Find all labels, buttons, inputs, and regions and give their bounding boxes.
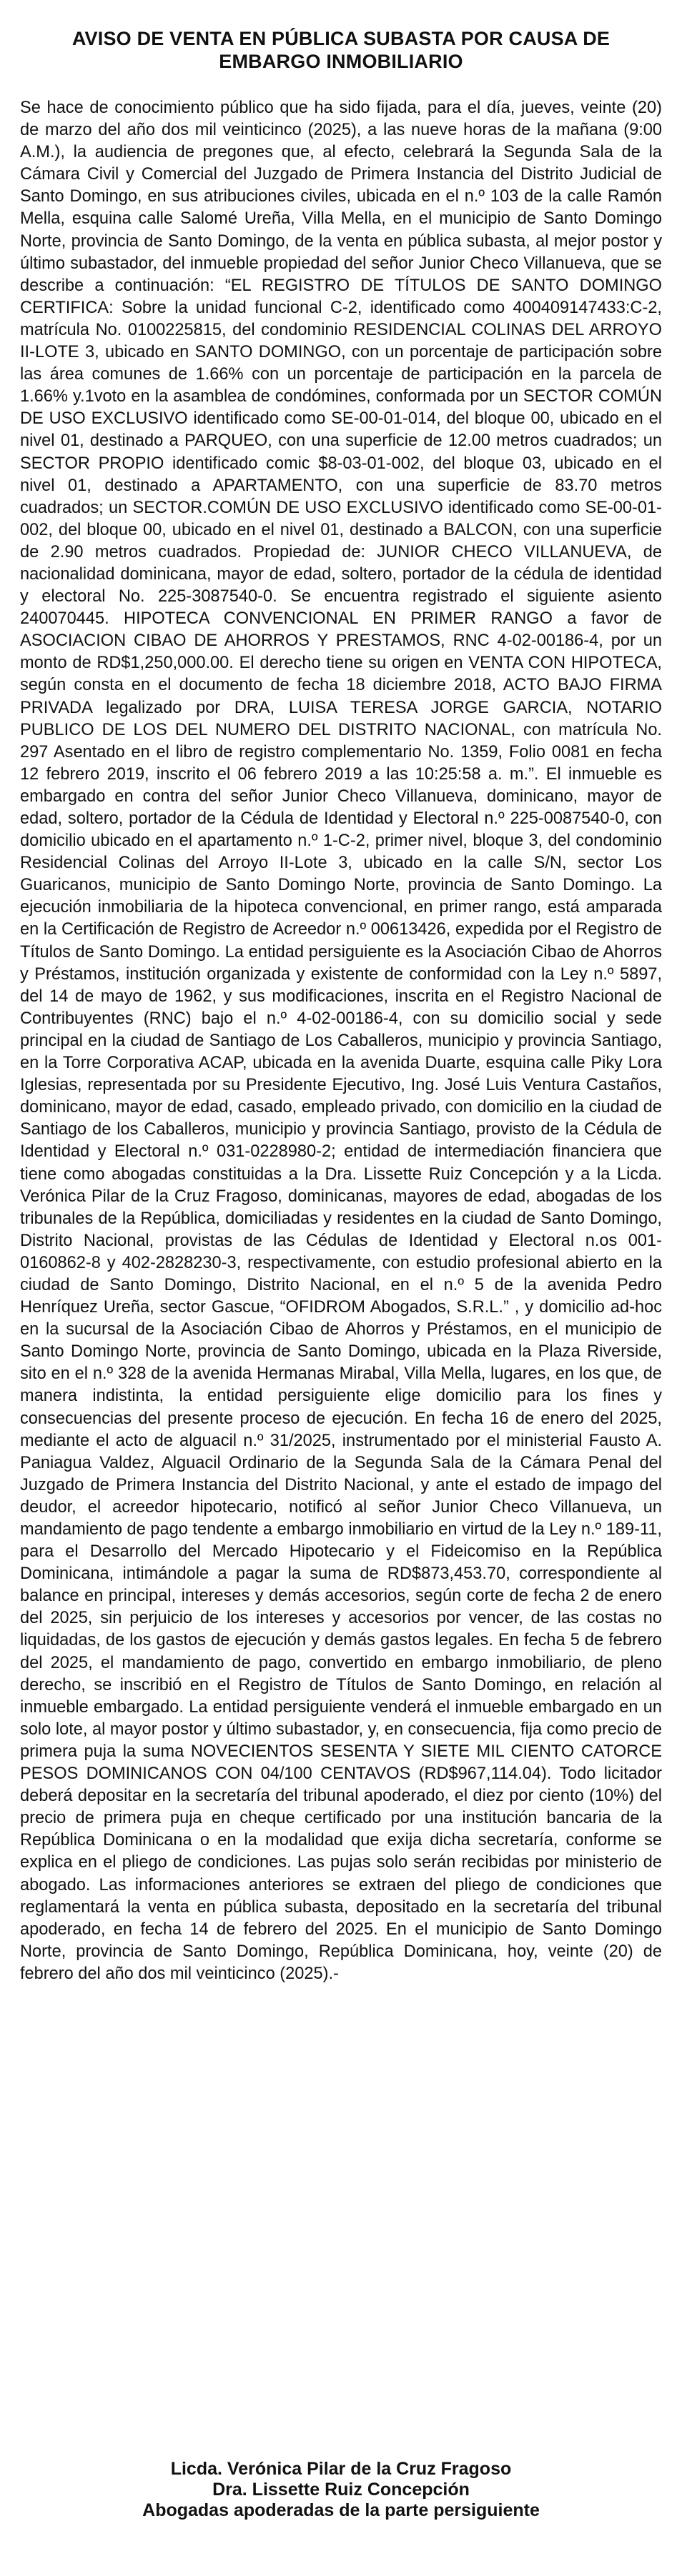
notice-title-line-1: AVISO DE VENTA EN PÚBLICA SUBASTA POR CAUSA DE <box>71 28 611 49</box>
signature-line-2: Dra. Lissette Ruiz Concepción <box>212 2480 470 2500</box>
notice-body: Se hace de conocimiento público que ha sido fijada, para el día, jueves, veinte (20) de marzo del año dos mil veinticinco (2025), a las nueve horas de la mañana (9:00 A.M.), la audiencia de pregones que, al efecto, celebrará la Segunda Sala de la Cámara Civil y Comercial del Juzgado de Primera Instancia del Distrito Judicial de Santo Domingo, en sus atribuciones civiles, ubicada en el n.º 103 de la calle Ramón Mella, esquina calle Salomé Ureña, Villa Mella, en el municipio de Santo Domingo Norte, provincia de Santo Domingo, de la venta en pública subasta, al mejor postor y último subastador, del inmueble propiedad del señor Junior Checo Villanueva, que se describe a continuación: “EL REGISTRO DE TÍTULOS DE SANTO DOMINGO CERTIFICA: Sobre la unidad funcional C-2, identificado como 400409147433:C-2, matrícula No. 0100225815, del condominio RESIDENCIAL COLINAS DEL ARROYO II-LOTE 3, ubicado en SANTO DOMINGO, con un porcentaje de participación sobre las área comunes de 1.66% con un porcentaje de participación en la parcela de 1.66% y.1voto en la asamblea de condómines, conformada por un SECTOR COMÚN DE USO EXCLUSIVO identificado como SE-00-01-014, del bloque 00, ubicado en el nivel 01, destinado a PARQUEO, con una superficie de 12.00 metros cuadrados; un SECTOR PROPIO identificado comic $8-03-01-002, del bloque 03, ubicado en el nivel 01, destinado a APARTAMENTO, con una superficie de 83.70 metros cuadrados; un SECTOR.COMÚN DE USO EXCLUSIVO identificado como SE-00-01-002, del bloque 00, ubicado en el nivel 01, destinado a BALCON, con una superficie de 2.90 metros cuadrados. Propiedad de: JUNIOR CHECO VILLANUEVA, de nacionalidad dominicana, mayor de edad, soltero, portador de la cédula de identidad y electoral No. 225-3087540-0. Se encuentra registrado el siguiente asiento 240070445. HIPOTECA CONVENCIONAL EN PRIMER RANGO a favor de ASOCIACION CIBAO DE AHORROS Y PRESTAMOS, RNC 4-02-00186-4, por un monto de RD$1,250,000.00. El derecho tiene su origen en VENTA CON HIPOTECA, según consta en el documento de fecha 18 diciembre 2018, ACTO BAJO FIRMA PRIVADA legalizado por DRA, LUISA TERESA JORGE GARCIA, NOTARIO PUBLICO DE LOS DEL NUMERO DEL DISTRITO NACIONAL, con matrícula No. 297 Asentado en el libro de registro complementario No. 1359, Folio 0081 en fecha 12 febrero 2019, inscrito el 06 febrero 2019 a las 10:25:58 a. m.”. El inmueble es embargado en contra del señor Junior Checo Villanueva, dominicano, mayor de edad, soltero, portador de la Cédula de Identidad y Electoral n.º 225-0087540-0, con domicilio ubicado en el apartamento n.º 1-C-2, primer nivel, bloque 3, del condominio Residencial Colinas del Arroyo II-Lote 3, ubicado en la calle S/N, sector Los Guaricanos, municipio de Santo Domingo Norte, provincia de Santo Domingo. La ejecución inmobiliaria de la hipoteca convencional, en primer rango, está amparada en la Certificación de Registro de Acreedor n.º 00613426, expedida por el Registro de Títulos de Santo Domingo. La entidad persiguiente es la Asociación Cibao de Ahorros y Préstamos, institución organizada y existente de conformidad con la Ley n.º 5897, del 14 de mayo de 1962, y sus modificaciones, inscrita en el Registro Nacional de Contribuyentes (RNC) bajo el n.º 4-02-00186-4, con su domicilio social y sede principal en la ciudad de Santiago de Los Caballeros, municipio y provincia Santiago, en la Torre Corporativa ACAP, ubicada en la avenida Duarte, esquina calle Piky Lora Iglesias, representada por su Presidente Ejecutivo, Ing. José Luis Ventura Castaños, dominicano, mayor de edad, casado, empleado privado, con domicilio en la ciudad de Santiago de los Caballeros, municipio y provincia Santiago, provisto de la Cédula de Identidad y Electoral n.º 031-0228980-2; entidad de intermediación financiera que tiene como abogadas constituidas a la Dra. Lissette Ruiz Concepción y a la Licda. Verónica Pilar de la Cruz Fragoso, dominicanas, mayores de edad, abogadas de los tribunales de la República, domiciliadas y residentes en la ciudad de Santo Domingo, Distrito Nacional, provistas de las Cédulas de Identidad y Electoral n.os 001-0160862-8 y 402-2828230-3, respectivamente, con estudio profesional abierto en la ciudad de Santo Domingo, Distrito Nacional, en el n.º 5 de la avenida Pedro Henríquez Ureña, sector Gascue, “OFIDROM Abogados, S.R.L.” , y domicilio ad-hoc en la sucursal de la Asociación Cibao de Ahorros y Préstamos, en el municipio de Santo Domingo Norte, provincia de Santo Domingo, ubicada en la Plaza Riverside, sito en el n.º 328 de la avenida Hermanas Mirabal, Villa Mella, lugares, en los que, de manera indistinta, la entidad persiguiente elige domicilio para los fines y consecuencias del presente proceso de ejecución. En fecha 16 de enero del 2025, mediante el acto de alguacil n.º 31/2025, instrumentado por el ministerial Fausto A. Paniagua Valdez, Alguacil Ordinario de la Segunda Sala de la Cámara Penal del Juzgado de Primera Instancia del Distrito Nacional, y ante el estado de impago del deudor, el acreedor hipotecario, notificó al señor Junior Checo Villanueva, un mandamiento de pago tendente a embargo inmobiliario en virtud de la Ley n.º 189-11, para el Desarrollo del Mercado Hipotecario y el Fideicomiso en la República Dominicana, intimándole a pagar la suma de RD$873,453.70, correspondiente al balance en principal, intereses y demás accesorios, según corte de fecha 2 de enero del 2025, sin perjuicio de los intereses y accesorios por vencer, de las costas no liquidadas, de los gastos de ejecución y demás gastos legales. En fecha 5 de febrero del 2025, el mandamiento de pago, convertido en embargo inmobiliario, de pleno derecho, se inscribió en el Registro de Títulos de Santo Domingo, en relación al inmueble embargado. La entidad persiguiente venderá el inmueble embargado en un solo lote, al mayor postor y último subastador, y, en consecuencia, fija como precio de primera puja la suma NOVECIENTOS SESENTA Y SIETE MIL CIENTO CATORCE PESOS DOMINICANOS CON 04/100 CENTAVOS (RD$967,114.04). Todo licitador deberá depositar en la secretaría del tribunal apoderado, el diez por ciento (10%) del precio de primera puja en cheque certificado por una institución bancaria de la República Dominicana o en la modalidad que exija dicha secretaría, conforme se explica en el pliego de condiciones. Las pujas solo serán recibidas por ministerio de abogado. Las informaciones anteriores se extraen del pliego de condiciones que reglamentará la venta en pública subasta, depositado en la secretaría del tribunal apoderado, en fecha 14 de febrero del 2025. En el municipio de Santo Domingo Norte, provincia de Santo Domingo, República Dominicana, hoy, veinte (20) de febrero del año dos mil veinticinco (2025).- <box>20 99 662 1983</box>
signature-block <box>20 2459 662 2521</box>
notice-title <box>20 27 662 73</box>
notice-title-line-2: EMBARGO INMOBILIARIO <box>219 51 463 72</box>
signature-line-1: Licda. Verónica Pilar de la Cruz Fragoso <box>170 2459 512 2479</box>
signature-line-3: Abogadas apoderadas de la parte persiguiente <box>142 2500 540 2520</box>
